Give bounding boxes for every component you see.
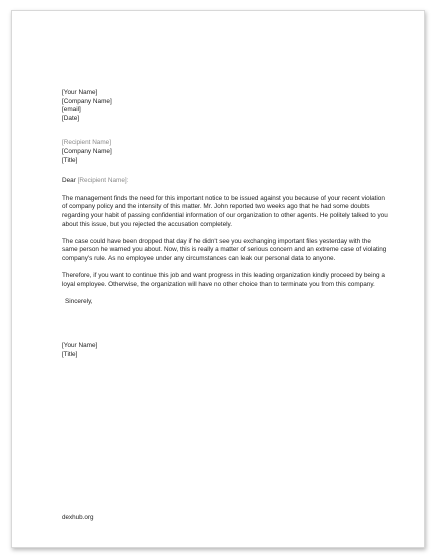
salutation-prefix: Dear: [62, 177, 76, 185]
sender-block: [62, 89, 388, 123]
signature-name: [Your Name]: [62, 342, 98, 350]
recipient-block: [62, 139, 388, 165]
signature-title: [Title]: [62, 350, 78, 358]
recipient-name: [Recipient Name]: [62, 139, 112, 147]
letter-page: [11, 10, 425, 548]
recipient-title: [Title]: [62, 156, 78, 164]
sender-name: [Your Name]: [62, 89, 98, 96]
signature-block: [62, 342, 388, 359]
footer-watermark: dexhub.org: [62, 514, 94, 521]
letter-content: [62, 89, 388, 359]
sender-date: [Date]: [62, 114, 80, 122]
recipient-company: [Company Name]: [62, 147, 112, 155]
body-paragraph-1: The management finds the need for this important notice to be issued against you because of your recent violation of company policy and the intensity of this matter. Mr. John reported two weeks ago that he had some doubts regarding your habit of passing confidential information of our organization to other agents. He politely talked to you about this issue, but you rejected the accusation completely.: [62, 194, 388, 228]
sender-email: [email]: [62, 106, 81, 114]
closing: Sincerely,: [65, 297, 93, 305]
body-paragraph-2: The case could have been dropped that day if he didn't see you exchanging important files yesterday with the same person he warned you about. Now, this is really a matter of serious concern and an extreme case of violating company's rule. As no employee under any circumstances can leak our personal data to anyone.: [62, 237, 387, 262]
salutation: [62, 177, 388, 186]
body-paragraph-3: Therefore, if you want to continue this job and want progress in this leading organization kindly proceed by being a loyal employee. Otherwise, the organization will have no other choice than to terminate you from this company.: [62, 271, 385, 288]
sender-company: [Company Name]: [62, 97, 112, 105]
salutation-recipient: [Recipient Name]:: [77, 177, 129, 185]
